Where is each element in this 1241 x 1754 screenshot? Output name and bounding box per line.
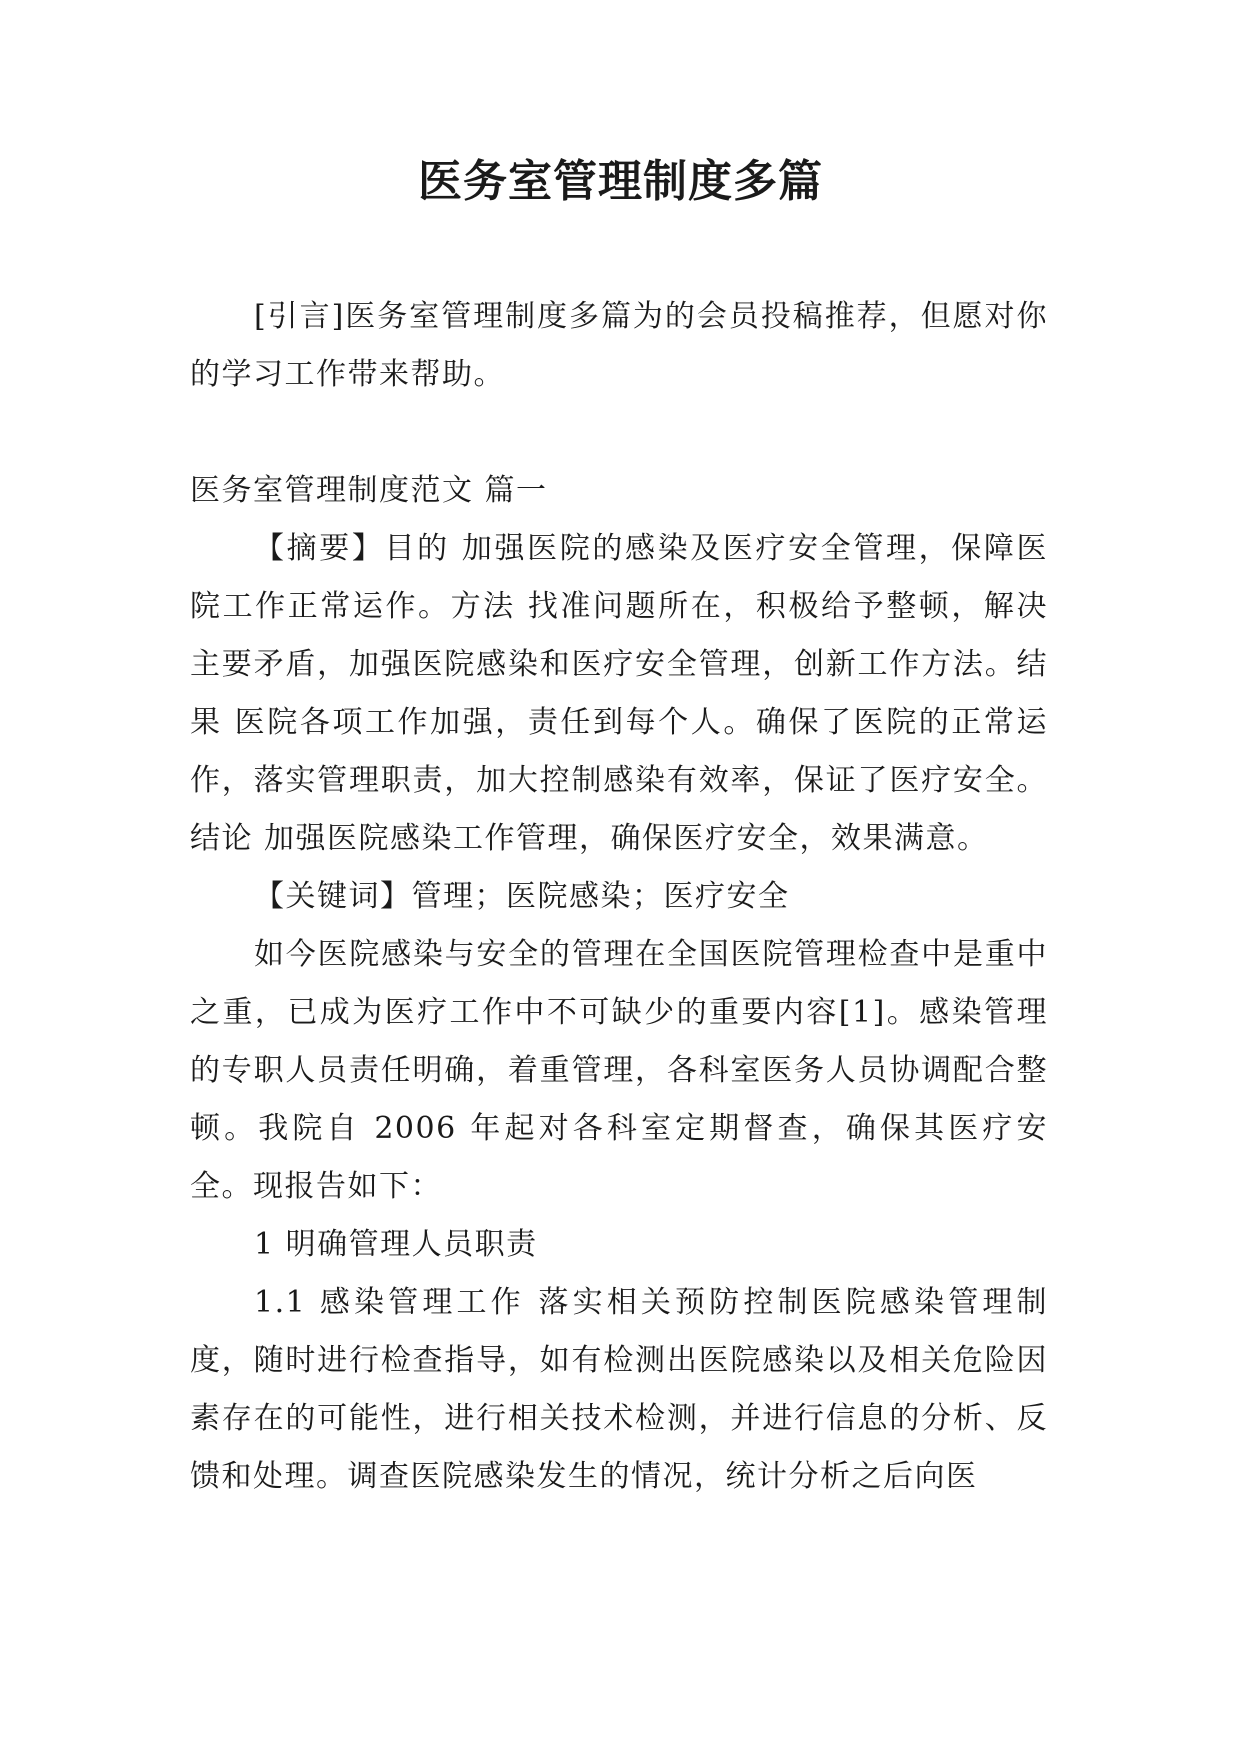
section-heading: 医务室管理制度范文 篇一 [190,473,548,508]
abstract-paragraph: 【摘要】目的 加强医院的感染及医疗安全管理，保障医院工作正常运作。方法 找准问题所在，积极给予整顿，解决主要矛盾，加强医院感染和医疗安全管理，创新工作方法。结果 医院各项工作加强，责任到每个人。确保了医院的正常运作，落实管理职责，加大控制感染有效率，保证了医疗安全。结论 加强医院感染工作管理，确保医疗安全，效果满意。 [190,531,1048,856]
intro-paragraph: [引言]医务室管理制度多篇为的会员投稿推荐，但愿对你的学习工作带来帮助。 [190,299,1048,392]
subheading: 1 明确管理人员职责 [254,1227,538,1262]
document-title: 医务室管理制度多篇 [418,156,823,207]
keywords-paragraph: 【关键词】管理；医院感染；医疗安全 [254,879,790,914]
body-paragraph: 如今医院感染与安全的管理在全国医院管理检查中是重中之重，已成为医疗工作中不可缺少的重要内容[1]。感染管理的专职人员责任明确，着重管理，各科室医务人员协调配合整顿。我院自 2006 年起对各科室定期督查，确保其医疗安全。现报告如下： [190,937,1048,1204]
body-paragraph-1-1: 1.1 感染管理工作 落实相关预防控制医院感染管理制度，随时进行检查指导，如有检测出医院感染以及相关危险因素存在的可能性，进行相关技术检测，并进行信息的分析、反馈和处理。调查医院感染发生的情况，统计分析之后向医 [190,1285,1048,1494]
document-body [190,288,1048,1506]
